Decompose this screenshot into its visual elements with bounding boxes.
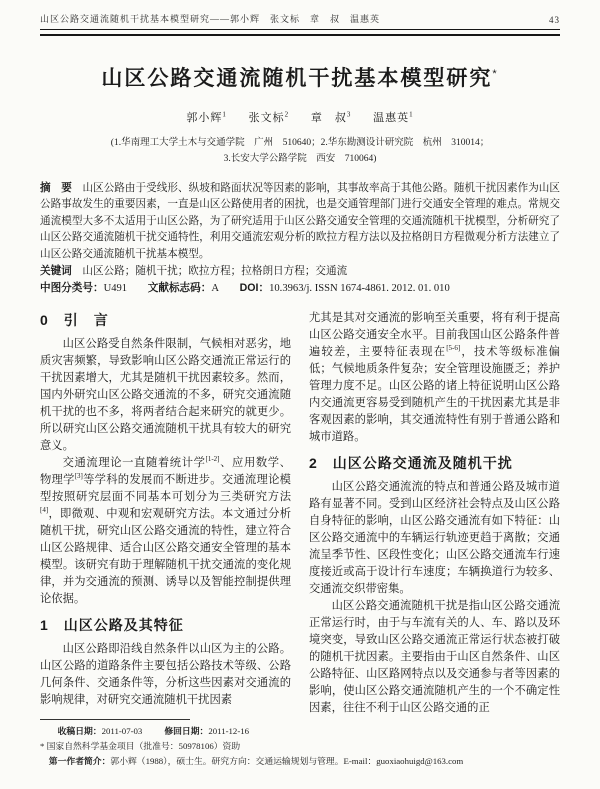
abstract-block bbox=[40, 180, 560, 298]
running-title: 山区公路交通流随机干扰基本模型研究——郭小辉 张文标 章 叔 温惠英 bbox=[40, 14, 381, 24]
keywords-line bbox=[40, 263, 560, 280]
received-date: 2011-07-03 bbox=[101, 726, 143, 736]
author: 郭小辉$^1$ bbox=[186, 110, 227, 124]
paper-title bbox=[40, 62, 560, 92]
citation-ref: [4] bbox=[40, 506, 49, 515]
paragraph: 山区公路交通流流的特点和普通公路及城市道路有显著不同。受到山区经济社会特点及山区公路自身特征的影响，山区公路交通流有如下特征：山区公路交通流中的车辆运行轨迹更趋于离散；交通流呈季节性、区段性变化；山区公路交通流车行速度接近或高于设计行车速度；车辆换道行为较多、交通流交织带密集。 bbox=[309, 480, 560, 595]
bio-text: 郭小辉（1988），硕士生。研究方向：交通运输规划与管理。E-mail：guoxiaohuigd@163.com bbox=[110, 756, 464, 766]
body-columns bbox=[40, 310, 560, 717]
received-label: 收稿日期： bbox=[57, 726, 102, 736]
paragraph: 山区公路交通流随机干扰是指山区公路交通流正常运行时，由于与车流有关的人、车、路以及环境突变，导致山区公路交通流正常运行状态被打破的随机干扰因素。主要指由于山区自然条件、山区公路特征、山区路网特点以及交通参与者等因素的影响，使山区公路交通流随机产生的一个不确定性因素，往往不利于山区公路交通的正 bbox=[309, 599, 560, 714]
keywords-text: 山区公路；随机干扰；欧拉方程；拉格朗日方程；交通流 bbox=[82, 266, 348, 278]
affiliation-line: 3.长安大学公路学院 西安 710064) bbox=[223, 154, 377, 164]
author: 温惠英$^1$ bbox=[373, 110, 414, 124]
citation-ref: [3] bbox=[74, 472, 83, 481]
paragraph: 交通流理论一直随着统计学[1-2]、应用数学、物理学[3]等学科的发展而不断进步。交通流理论模型按照研究层面不同基本可划分为三类研究方法[4]，即微观、中观和宏观研究方法。本文通过分析随机干扰，研究山区公路交通流的特性，建立符合山区公路规律、适合山区公路交通安全管理的基本模型。该研究有助于理解随机干扰交通流的变化规律，并为交通流的预测、诱导以及智能控制提供理论依据。 bbox=[40, 455, 291, 605]
dates-line bbox=[40, 724, 560, 739]
authors-line bbox=[40, 109, 560, 125]
paragraph: 山区公路受自然条件限制，气候相对恶劣，地质灾害频繁，导致影响山区公路交通流正常运行的干扰因素增大，尤其是随机干扰因素较多。然而，国内外研究山区公路交通流的不多，研究交通流随机干扰的也不多，将两者结合起来研究的就更少。所以研究山区公路交通流随机干扰具有较大的研究意义。 bbox=[40, 337, 291, 452]
footnotes bbox=[40, 719, 560, 769]
section-heading-0: 0 引 言 bbox=[40, 311, 109, 328]
abstract-label: 摘 要 bbox=[40, 182, 72, 194]
document-code: 文献标志码：A bbox=[147, 282, 219, 295]
keywords-label: 关键词 bbox=[40, 265, 72, 278]
affiliations bbox=[40, 135, 560, 167]
doi: DOI：10.3963/j. ISSN 1674-4861. 2012. 01. 010 bbox=[239, 282, 450, 295]
fund-note: * 国家自然科学基金项目（批准号：50978106）资助 bbox=[40, 741, 241, 751]
paper-title-text: 山区公路交通流随机干扰基本模型研究 bbox=[101, 67, 493, 90]
right-column bbox=[309, 310, 560, 717]
section-heading-2: 2 山区公路交通流及随机干扰 bbox=[309, 454, 513, 471]
meta-line bbox=[40, 280, 560, 297]
paragraph-continuation: 尤其是其对交通流的影响至关重要，将有利于提高山区公路交通安全水平。目前我国山区公路条件普遍较差，主要特征表现在[5-6]，技术等级标准偏低；气候地质条件复杂；安全管理设施匮乏；养护管理力度不足。山区公路的诸上特征说明山区公路内交通流更容易受到随机产生的干扰因素尤其是非客观因素的影响，其交通流特性有别于普通公路和城市道路。 bbox=[309, 311, 560, 443]
affiliation-line: (1.华南理工大学土木与交通学院 广州 510640；2.华东勘测设计研究院 杭州 310014； bbox=[110, 138, 490, 148]
author-bio bbox=[40, 754, 560, 769]
abstract-paragraph bbox=[40, 180, 560, 263]
title-footnote-mark: * bbox=[492, 68, 499, 80]
citation-ref: [5-6] bbox=[446, 344, 461, 353]
header-divider bbox=[40, 29, 560, 36]
revised-label: 修回日期： bbox=[164, 726, 209, 736]
page-number: 43 bbox=[549, 15, 560, 25]
paragraph: 山区公路即沿线自然条件以山区为主的公路。山区公路的道路条件主要包括公路技术等级、公路几何条件、交通条件等，分析这些因素对交通流的影响规律，对研究交通流随机干扰因素 bbox=[40, 642, 291, 706]
clc-number: 中图分类号：U491 bbox=[40, 282, 128, 295]
author: 章 叔$^3$ bbox=[310, 110, 352, 124]
left-column bbox=[40, 310, 291, 717]
author: 张文标$^2$ bbox=[248, 110, 290, 124]
section-heading-1: 1 山区公路及其特征 bbox=[40, 616, 184, 633]
footnote-divider bbox=[40, 719, 190, 720]
running-header bbox=[40, 12, 560, 29]
abstract-text: 山区公路由于受线形、纵坡和路面状况等因素的影响，其事故率高于其他公路。随机干扰因素作为山区公路事故发生的重要因素，一直是山区公路使用者的困扰，也是交通管理部门进行交通安全管理的难点。常规交通流模型大多不太适用于山区公路，为了研究适用于山区公路交通安全管理的交通流随机干扰模型，分析研究了山区公路交通流随机干扰交通特性，利用交通流宏观分析的欧拉方程方法以及拉格朗日方程微观分析方法建立了山区公路交通流随机干扰基本模型。 bbox=[40, 183, 561, 260]
revised-date: 2011-12-16 bbox=[208, 726, 250, 736]
bio-label: 第一作者简介： bbox=[48, 756, 111, 766]
citation-ref: [1-2] bbox=[205, 455, 220, 464]
